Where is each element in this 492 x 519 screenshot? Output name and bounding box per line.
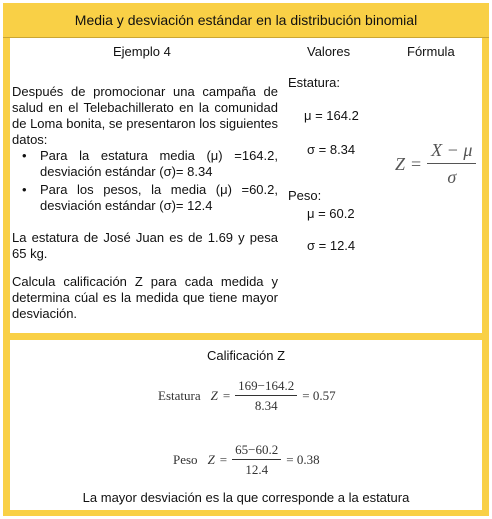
values-estatura-sigma: σ = 8.34 [307, 142, 356, 157]
bullet-estatura: • Para la estatura media (μ) =164.2, desviación estándar (σ)= 8.34 [22, 148, 278, 180]
calc-title: Calificación Z [206, 348, 286, 363]
formula-numerator: X − μ [427, 140, 476, 164]
values-peso-label: Peso: [288, 188, 322, 203]
calc-peso-fraction [232, 442, 281, 478]
formula-denominator: σ [447, 167, 457, 187]
calc-peso-numerator: 65−60.2 [232, 442, 281, 460]
calc-estatura-z: Z [210, 388, 218, 403]
calc-estatura-equals: = [222, 388, 231, 403]
formula-fraction [427, 140, 476, 188]
header-valores: Valores [307, 44, 351, 59]
calc-estatura [158, 378, 336, 414]
example-intro: Después de promocionar una campaña de salud en el Telebachillerato en la comunidad de Loma bonita, se presentaron los siguientes datos: [12, 84, 278, 147]
values-estatura-label: Estatura: [288, 75, 341, 90]
header-ejemplo: Ejemplo 4 [113, 44, 171, 59]
data-bullet-list [22, 148, 278, 216]
calc-peso-denominator: 12.4 [245, 462, 269, 477]
bullet-peso: • Para los pesos, la media (μ) =60.2, desviación estándar (σ)= 12.4 [22, 182, 278, 214]
calc-estatura-denominator: 8.34 [254, 398, 278, 413]
calc-estatura-numerator: 169−164.2 [235, 378, 297, 396]
z-score-formula [395, 140, 476, 188]
example-statement: La estatura de José Juan es de 1.69 y pesa 65 kg. [12, 230, 278, 261]
calc-peso [173, 442, 320, 478]
calc-peso-z: Z [207, 452, 215, 467]
calc-peso-equals: = [219, 452, 228, 467]
values-estatura-mu: μ = 164.2 [304, 108, 359, 123]
example-panel [10, 38, 482, 333]
header-formula: Fórmula [407, 44, 455, 59]
calc-peso-label: Peso [173, 452, 198, 467]
conclusion: La mayor desviación es la que corresponde a la estatura [82, 490, 410, 505]
formula-z: Z [395, 153, 406, 174]
calc-peso-result: = 0.38 [286, 452, 320, 467]
calculation-panel [10, 340, 482, 510]
content-frame [3, 3, 489, 516]
calc-estatura-result: = 0.57 [302, 388, 336, 403]
calc-estatura-label: Estatura [158, 388, 201, 403]
values-peso-sigma: σ = 12.4 [307, 238, 356, 253]
example-question: Calcula calificación Z para cada medida y determina cúal es la medida que tiene mayor desviación. [12, 274, 278, 321]
page-title: Media y desviación estándar en la distribución binomial [3, 3, 489, 38]
calc-estatura-fraction [235, 378, 297, 414]
values-peso-mu: μ = 60.2 [307, 206, 355, 221]
formula-equals: = [411, 153, 422, 174]
